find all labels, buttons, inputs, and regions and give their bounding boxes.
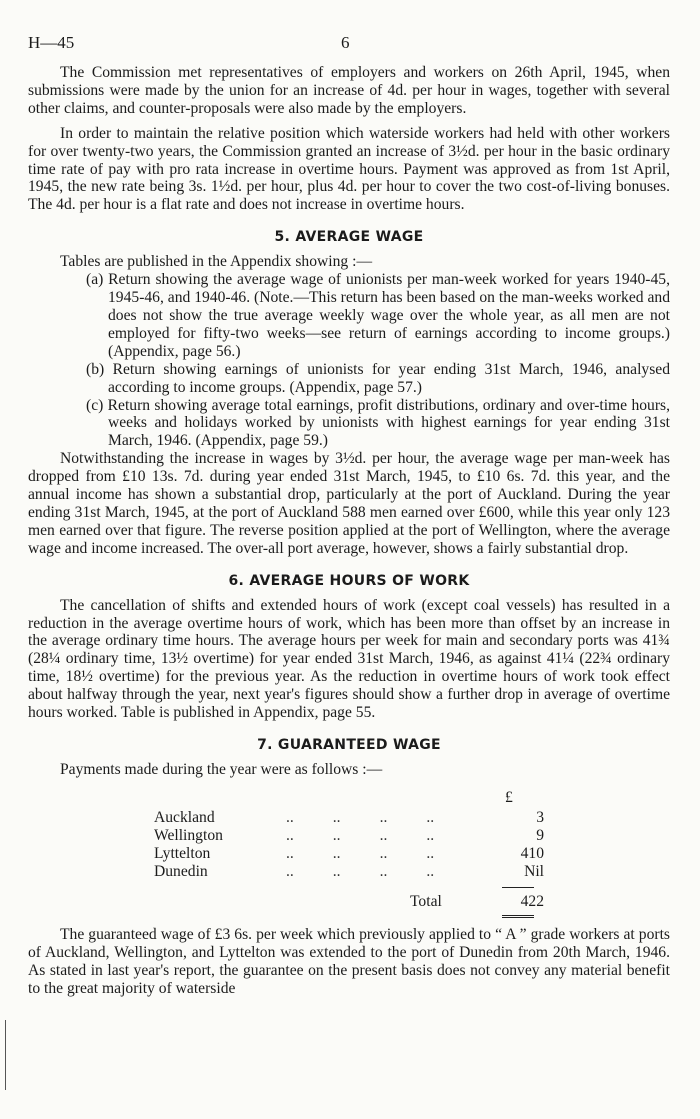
port-name: Wellington — [154, 826, 223, 844]
document-reference: H—45 — [28, 33, 75, 52]
section-5-paragraph: Notwithstanding the increase in wages by 3½d. per hour, the average wage per man-week has dropped from £10 13s. 7d. during year ended 31st March, 1945, to £10 6s. 7d. this year, and the annual income has shown a substantial drop, particularly at the port of Auckland. During the year ending 31st March, 1945, at the port of Auckland 588 men earned over £600, while this year only 123 men earned over that figure. The reverse position applied at the port of Wellington, where the average wage and income increased. The over-all port average, however, shows a fairly substantial drop. — [28, 450, 670, 557]
page-number: 6 — [341, 33, 350, 52]
list-item: (a) Return showing the average wage of unionists per man-week worked for years 1940-45, 1945-46, and 1940-46. (Note.—This return has been based on the man-weeks worked and does not show the true average weekly wage over the whole year, as all men are not employed for fifty-two weeks—see return of earnings according to income groups.) (Appendix, page 56.) — [86, 271, 670, 360]
port-amount: 3 — [536, 808, 544, 826]
port-name: Auckland — [154, 808, 215, 826]
intro-paragraph-1: The Commission met representatives of employers and workers on 26th April, 1945, when submissions were made by the union for an increase of 4d. per hour in wages, together with several other claims, and counter-proposals were also made by the employers. — [28, 64, 670, 117]
table-row — [154, 809, 544, 827]
table-row — [154, 863, 544, 881]
page-header — [28, 34, 670, 64]
total-row — [410, 893, 544, 911]
list-item: (b) Return showing earnings of unionists for year ending 31st March, 1946, analysed according to income groups. (Appendix, page 57.) — [86, 360, 670, 396]
total-double-rule — [502, 915, 534, 918]
section-5-heading: 5. AVERAGE WAGE — [274, 229, 424, 246]
port-amount: 9 — [536, 826, 544, 844]
port-amount: Nil — [524, 862, 544, 880]
document-page — [28, 34, 670, 998]
table-row — [154, 845, 544, 863]
table-row — [154, 827, 544, 845]
guaranteed-wage-table — [28, 781, 670, 926]
appendix-list — [60, 271, 670, 450]
leader-dots: .. .. .. .. — [286, 844, 435, 862]
leader-dots: .. .. .. .. — [286, 826, 435, 844]
section-7-heading: 7. GUARANTEED WAGE — [257, 737, 441, 753]
page-edge-mark — [5, 1020, 6, 1090]
section-7-lead: Payments made during the year were as follows :— — [60, 761, 383, 778]
section-5-lead: Tables are published in the Appendix showing :— — [60, 253, 373, 271]
section-6-paragraph: The cancellation of shifts and extended hours of work (except coal vessels) has resulted in a reduction in the average overtime hours of work, which has been more than offset by an increase in the average ordinary time hours. The average hours per week for main and secondary ports was 41¾ (28¼ ordinary time, 13½ overtime) for year ended 31st March, 1946, as against 41¼ (22¾ ordinary time, 18½ overtime) for the previous year. As the reduction in overtime hours of work took effect about halfway through the year, next year's figures should show a further drop in average of overtime hours worked. Table is published in Appendix, page 55. — [28, 596, 670, 722]
currency-header: £ — [505, 788, 513, 806]
port-name: Lyttelton — [154, 844, 211, 862]
intro-paragraph-2: In order to maintain the relative position which waterside workers had held with other workers for over twenty-two years, the Commission granted an increase of 3½d. per hour in the basic ordinary time rate of pay with pro rata increase in overtime hours. Payment was approved as from 1st April, 1945, the new rate being 3s. 1½d. per hour, plus 4d. per hour to cover the two cost-of-living bonuses. The 4d. per hour is a flat rate and does not increase in overtime hours. — [28, 124, 670, 214]
leader-dots: .. .. .. .. — [286, 862, 435, 880]
section-7-paragraph: The guaranteed wage of £3 6s. per week which previously applied to “ A ” grade workers at ports of Auckland, Wellington, and Lyttelton was extended to the port of Dunedin from 20th March, 1946. As stated in last year's report, the guarantee on the present basis does not convey any material benefit to the great majority of waterside — [28, 925, 670, 997]
leader-dots: .. .. .. .. — [286, 808, 435, 826]
total-amount: 422 — [520, 892, 544, 910]
section-6-heading: 6. AVERAGE HOURS OF WORK — [228, 572, 470, 589]
total-label: Total — [410, 892, 442, 910]
port-name: Dunedin — [154, 862, 208, 880]
list-item: (c) Return showing average total earnings, profit distributions, ordinary and over-time hours, weeks and holidays worked by unionists with highest earnings for year ending 31st March, 1946. (Appendix, page 59.) — [86, 396, 670, 450]
port-amount: 410 — [520, 844, 544, 862]
sum-rule — [502, 887, 534, 888]
